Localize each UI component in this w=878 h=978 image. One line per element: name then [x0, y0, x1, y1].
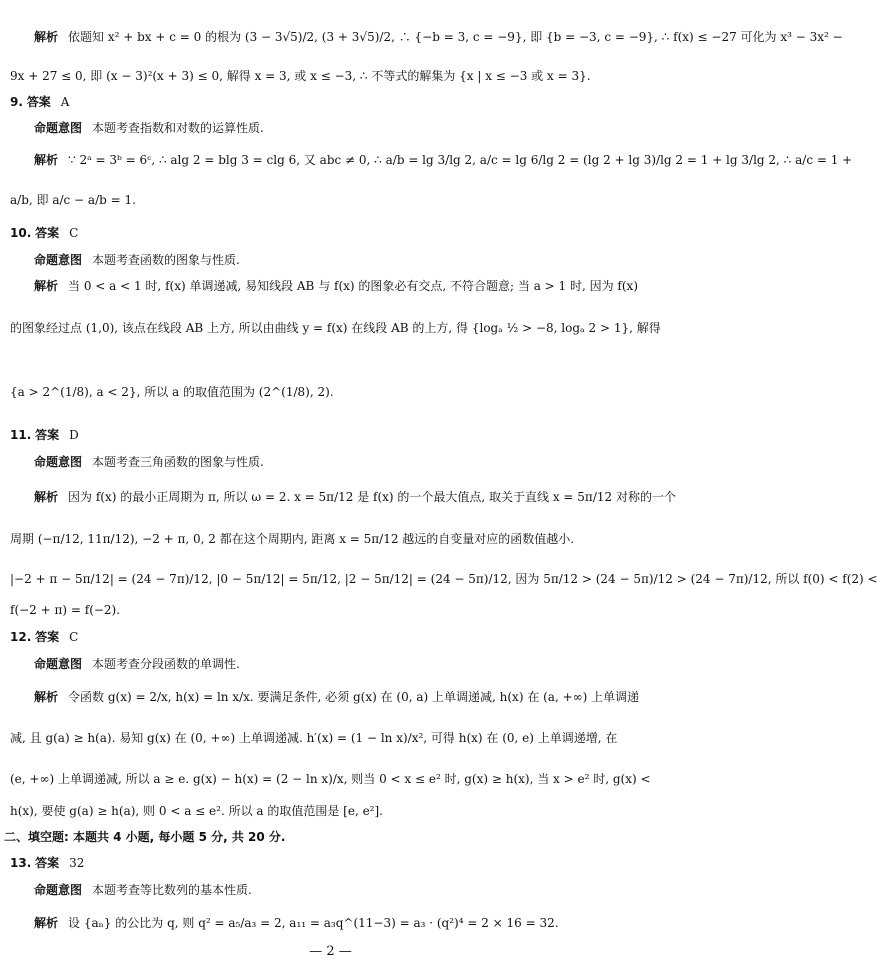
solution-line	[0, 803, 661, 819]
solution-text: 设 {aₙ} 的公比为 q, 则 q² = a₅/a₃ = 2, a₁₁ = a₃q^(11−3) = a₃ · (q²)⁴ = 2 × 16 = 32.	[68, 916, 559, 930]
answer-label: 答案	[35, 630, 60, 644]
section-title: 二、填空题: 本题共 4 小题, 每小题 5 分, 共 20 分.	[4, 830, 286, 844]
solution-text: 令函数 g(x) = 2/x, h(x) = ln x/x. 要满足条件, 必须 g(x) 在 (0, a) 上单调递减, h(x) 在 (a, +∞) 上单调递	[68, 690, 640, 704]
solution-line	[0, 320, 661, 336]
analysis-label: 解析	[34, 916, 59, 930]
intent-text: 本题考查指数和对数的运算性质.	[92, 121, 264, 135]
analysis-label: 解析	[34, 153, 59, 167]
analysis-label: 解析	[34, 490, 59, 504]
answer-line	[0, 94, 661, 110]
solution-text: 减, 且 g(a) ≥ h(a). 易知 g(x) 在 (0, +∞) 上单调递减. h′(x) = (1 − ln x)/x², 可得 h(x) 在 (0, e) 上单调递增, 在	[10, 731, 618, 745]
answer-line	[0, 855, 661, 871]
question-number: 13.	[10, 856, 32, 870]
intent-label: 命题意图	[34, 455, 83, 469]
intent-line	[0, 882, 661, 898]
intent-line	[0, 454, 661, 470]
analysis-label: 解析	[34, 279, 59, 293]
intent-line	[0, 656, 661, 672]
answer-label: 答案	[26, 95, 51, 109]
solution-line	[0, 531, 661, 547]
solution-text: a/b, 即 a/c − a/b = 1.	[10, 193, 136, 207]
question-number: 12.	[10, 630, 32, 644]
intent-line	[0, 252, 661, 268]
question-number: 10.	[10, 226, 32, 240]
answer-value: D	[69, 428, 79, 442]
intent-label: 命题意图	[34, 883, 83, 897]
answer-value: C	[69, 630, 79, 644]
solution-line	[0, 384, 661, 400]
answer-line	[0, 225, 661, 241]
answer-label: 答案	[35, 428, 60, 442]
analysis-label: 解析	[34, 30, 59, 44]
solution-line	[0, 689, 661, 705]
answer-value: A	[60, 95, 70, 109]
solution-line	[0, 192, 661, 208]
solution-text: 周期 (−π/12, 11π/12), −2 + π, 0, 2 都在这个周期内, 距离 x = 5π/12 越远的自变量对应的函数值越小.	[10, 532, 575, 546]
intent-text: 本题考查函数的图象与性质.	[92, 253, 240, 267]
answer-label: 答案	[35, 226, 60, 240]
solution-text: |−2 + π − 5π/12| = (24 − 7π)/12, |0 − 5π/12| = 5π/12, |2 − 5π/12| = (24 − 5π)/12, 因为 5π/12 > (24 − 5π)/12 > (24 − 7π)/12, 所以 f(0) < f(2) <	[10, 572, 878, 586]
solution-text: {a > 2^(1/8), a < 2}, 所以 a 的取值范围为 (2^(1/8), 2).	[10, 385, 334, 399]
solution-line	[0, 571, 878, 587]
intent-line	[0, 120, 661, 136]
solution-line	[0, 730, 661, 746]
solution-text: 依题知 x² + bx + c = 0 的根为 (3 − 3√5)/2, (3 + 3√5)/2, ∴ {−b = 3, c = −9}, 即 {b = −3, c = −9}, ∴ f(x) ≤ −27 可化为 x³ − 3x² −	[68, 30, 843, 44]
answer-line	[0, 629, 661, 645]
question-number: 11.	[10, 428, 32, 442]
solution-text: (e, +∞) 上单调递减, 所以 a ≥ e. g(x) − h(x) = (2 − ln x)/x, 则当 0 < x ≤ e² 时, g(x) ≥ h(x), 当 x > e² 时, g(x) <	[10, 772, 651, 786]
solution-text: 当 0 < a < 1 时, f(x) 单调递减, 易知线段 AB 与 f(x) 的图象必有交点, 不符合题意; 当 a > 1 时, 因为 f(x)	[68, 279, 639, 293]
intent-label: 命题意图	[34, 121, 83, 135]
answer-value: 32	[69, 856, 85, 870]
answer-value: C	[69, 226, 79, 240]
question-number: 9.	[10, 95, 23, 109]
solution-line	[0, 278, 661, 294]
page-number: — 2 —	[309, 944, 352, 959]
analysis-label: 解析	[34, 690, 59, 704]
solution-text: 9x + 27 ≤ 0, 即 (x − 3)²(x + 3) ≤ 0, 解得 x = 3, 或 x ≤ −3, ∴ 不等式的解集为 {x | x ≤ −3 或 x = 3}.	[10, 69, 591, 83]
solution-line	[0, 771, 661, 787]
solution-text: f(−2 + π) = f(−2).	[10, 603, 121, 617]
intent-text: 本题考查三角函数的图象与性质.	[92, 455, 264, 469]
answer-line	[0, 427, 661, 443]
solution-line	[0, 68, 661, 84]
answer-label: 答案	[35, 856, 60, 870]
intent-label: 命题意图	[34, 657, 83, 671]
intent-text: 本题考查分段函数的单调性.	[92, 657, 240, 671]
solution-line	[0, 29, 843, 45]
solution-text: ∵ 2ᵃ = 3ᵇ = 6ᶜ, ∴ alg 2 = blg 3 = clg 6, 又 abc ≠ 0, ∴ a/b = lg 3/lg 2, a/c = lg 6/lg 2 = (lg 2 + lg 3)/lg 2 = 1 + lg 3/lg 2, ∴ a/c = 1 +	[68, 153, 853, 167]
intent-label: 命题意图	[34, 253, 83, 267]
solution-text: h(x), 要使 g(a) ≥ h(a), 则 0 < a ≤ e². 所以 a 的取值范围是 [e, e²].	[10, 804, 383, 818]
solution-line	[0, 152, 853, 168]
solution-line	[0, 489, 676, 505]
solution-line	[0, 602, 661, 618]
section-heading	[0, 829, 661, 845]
intent-text: 本题考查等比数列的基本性质.	[92, 883, 252, 897]
solution-text: 的图象经过点 (1,0), 该点在线段 AB 上方, 所以由曲线 y = f(x) 在线段 AB 的上方, 得 {logₐ ½ > −8, logₐ 2 > 1}, 解得	[10, 321, 661, 335]
solution-line	[0, 915, 661, 931]
solution-text: 因为 f(x) 的最小正周期为 π, 所以 ω = 2. x = 5π/12 是 f(x) 的一个最大值点, 取关于直线 x = 5π/12 对称的一个	[68, 490, 676, 504]
